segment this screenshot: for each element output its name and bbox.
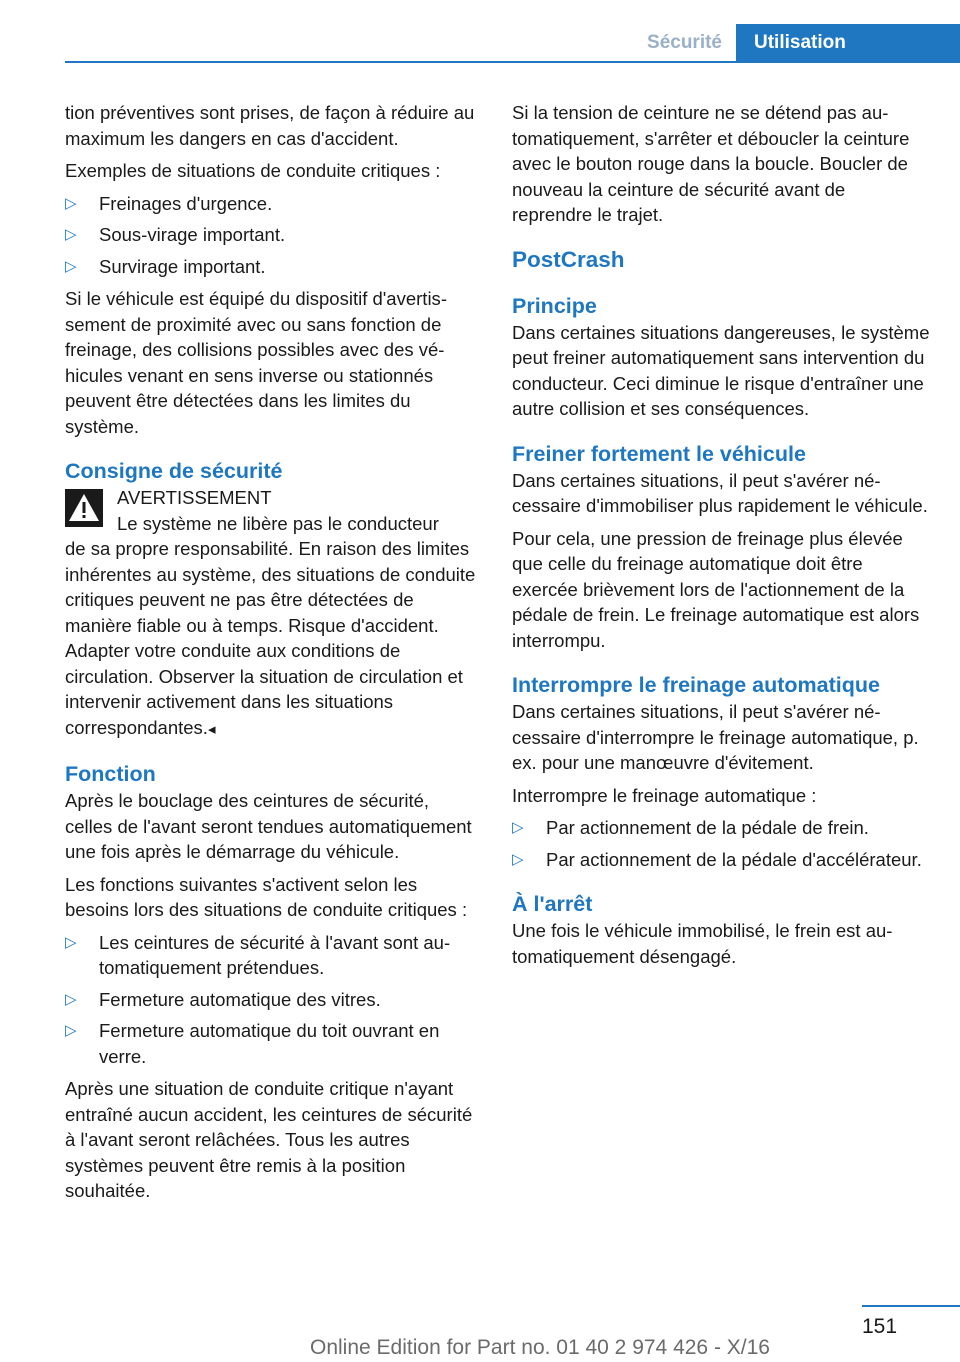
- paragraph: Dans certaines situations, il peut s'avérer nécessaire d'immobiliser plus rapidement le véhicule.: [512, 469, 928, 516]
- warning-label: AVERTISSEMENT: [117, 487, 272, 508]
- heading-safety: Consigne de sécurité: [65, 459, 283, 483]
- paragraph: Après une situation de conduite critique n'ayant entraîné aucun accident, les ceintures de sécurité à l'avant seront relâchées. Tous les autres systèmes peuvent être remis à la position souhaitée.: [65, 1078, 473, 1201]
- warning-icon: [65, 489, 103, 527]
- heading-stop: À l'arrêt: [512, 892, 593, 916]
- paragraph: Les fonctions suivantes s'activent selon les besoins lors des situations de conduite critiques :: [65, 873, 468, 920]
- paragraph: Une fois le véhicule immobilisé, le frein est automatiquement désengagé.: [512, 920, 893, 967]
- end-mark-icon: ◂: [207, 720, 216, 738]
- bullet-list: [65, 191, 479, 280]
- paragraph: Après le bouclage des ceintures de sécurité, celles de l'avant seront tendues automatiquement une fois après le démarrage du véhicule.: [65, 790, 472, 862]
- paragraph: Exemples de situations de conduite critiques :: [65, 160, 441, 181]
- list-item: ▷ Survirage important.: [65, 254, 479, 280]
- triangle-bullet-icon: ▷: [512, 819, 524, 836]
- triangle-bullet-icon: ▷: [65, 933, 77, 951]
- heading-brake: Freiner fortement le véhicule: [512, 441, 806, 466]
- heading-interrupt: Interrompre le freinage automatique: [512, 673, 880, 697]
- triangle-bullet-icon: ▷: [65, 1022, 77, 1039]
- page-number: 151: [862, 1315, 898, 1338]
- list-item: ▷ Sous-virage important.: [65, 222, 479, 248]
- heading-function: Fonction: [65, 762, 156, 786]
- list-item: ▷ Par actionnement de la pédale de frein.: [512, 815, 930, 841]
- paragraph: tion préventives sont prises, de façon à réduire au maximum les dangers en cas d'accident.: [65, 102, 475, 149]
- header-rule: [65, 61, 960, 63]
- triangle-bullet-icon: ▷: [65, 194, 77, 212]
- chapter-tab[interactable]: Utilisation: [736, 24, 960, 62]
- bullet-list: [512, 815, 930, 872]
- list-item: ▷ Les ceintures de sécurité à l'avant sont automatiquement prétendues.: [65, 931, 451, 978]
- paragraph: Pour cela, une pression de freinage plus élevée que celle du freinage automatique doit être exercée brièvement lors de l'actionnement de la pédale de frein. Le freinage automatique est alors interrompu.: [512, 527, 920, 651]
- heading-principle: Principe: [512, 293, 597, 318]
- edition-watermark: Online Edition for Part no. 01 40 2 974 426 - X/16: [310, 1336, 770, 1359]
- footer-rule: [862, 1305, 960, 1307]
- warning-first-line: Le système ne libère pas le conducteur: [117, 512, 439, 534]
- heading-postcrash: PostCrash: [512, 246, 625, 272]
- warning-block: [65, 485, 479, 536]
- paragraph: Interrompre le freinage automatique :: [512, 784, 817, 806]
- triangle-bullet-icon: ▷: [512, 850, 524, 868]
- list-item: ▷ Fermeture automatique des vitres.: [65, 987, 479, 1013]
- triangle-bullet-icon: ▷: [65, 990, 77, 1008]
- section-tab[interactable]: Sécurité: [624, 24, 736, 62]
- bullet-list: [65, 930, 479, 1070]
- warning-text: de sa propre responsabilité. En raison des limites inhérentes au système, des situations de conduite critiques peuvent ne pas être détectées de manière fiable ou à temps. Risque d'accident. Adapter votre conduite aux conditions de circulation. Observer la situation de circulation et intervenir activement dans les situations correspondantes.◂: [65, 538, 476, 738]
- list-item: ▷ Freinages d'urgence.: [65, 191, 479, 217]
- triangle-bullet-icon: ▷: [65, 257, 77, 275]
- list-item: ▷ Fermeture automatique du toit ouvrant en verre.: [65, 1020, 440, 1067]
- paragraph: Si la tension de ceinture ne se détend pas automatiquement, s'arrêter et déboucler la ceinture avec le bouton rouge dans la boucle. Boucler de nouveau la ceinture de sécurité avant de reprendre le trajet.: [512, 102, 910, 225]
- paragraph: Dans certaines situations dangereuses, le système peut freiner automatiquement sans intervention du conducteur. Ceci diminue le risque d'entraîner une autre collision et ses conséquences.: [512, 321, 930, 419]
- paragraph: Dans certaines situations, il peut s'avérer nécessaire d'interrompre le freinage automatique, p. ex. pour une manœuvre d'évitement.: [512, 701, 919, 773]
- header-tabs: [624, 24, 960, 62]
- triangle-bullet-icon: ▷: [65, 226, 77, 243]
- left-column: [65, 100, 479, 1211]
- paragraph: Si le véhicule est équipé du dispositif d'avertissement de proximité avec ou sans fonction de freinage, des collisions possibles avec des véhicules venant en sens inverse ou stationnés peuvent être détectées dans les limites du système.: [65, 288, 447, 437]
- right-column: [512, 100, 930, 976]
- list-item: ▷ Par actionnement de la pédale d'accélérateur.: [512, 847, 930, 873]
